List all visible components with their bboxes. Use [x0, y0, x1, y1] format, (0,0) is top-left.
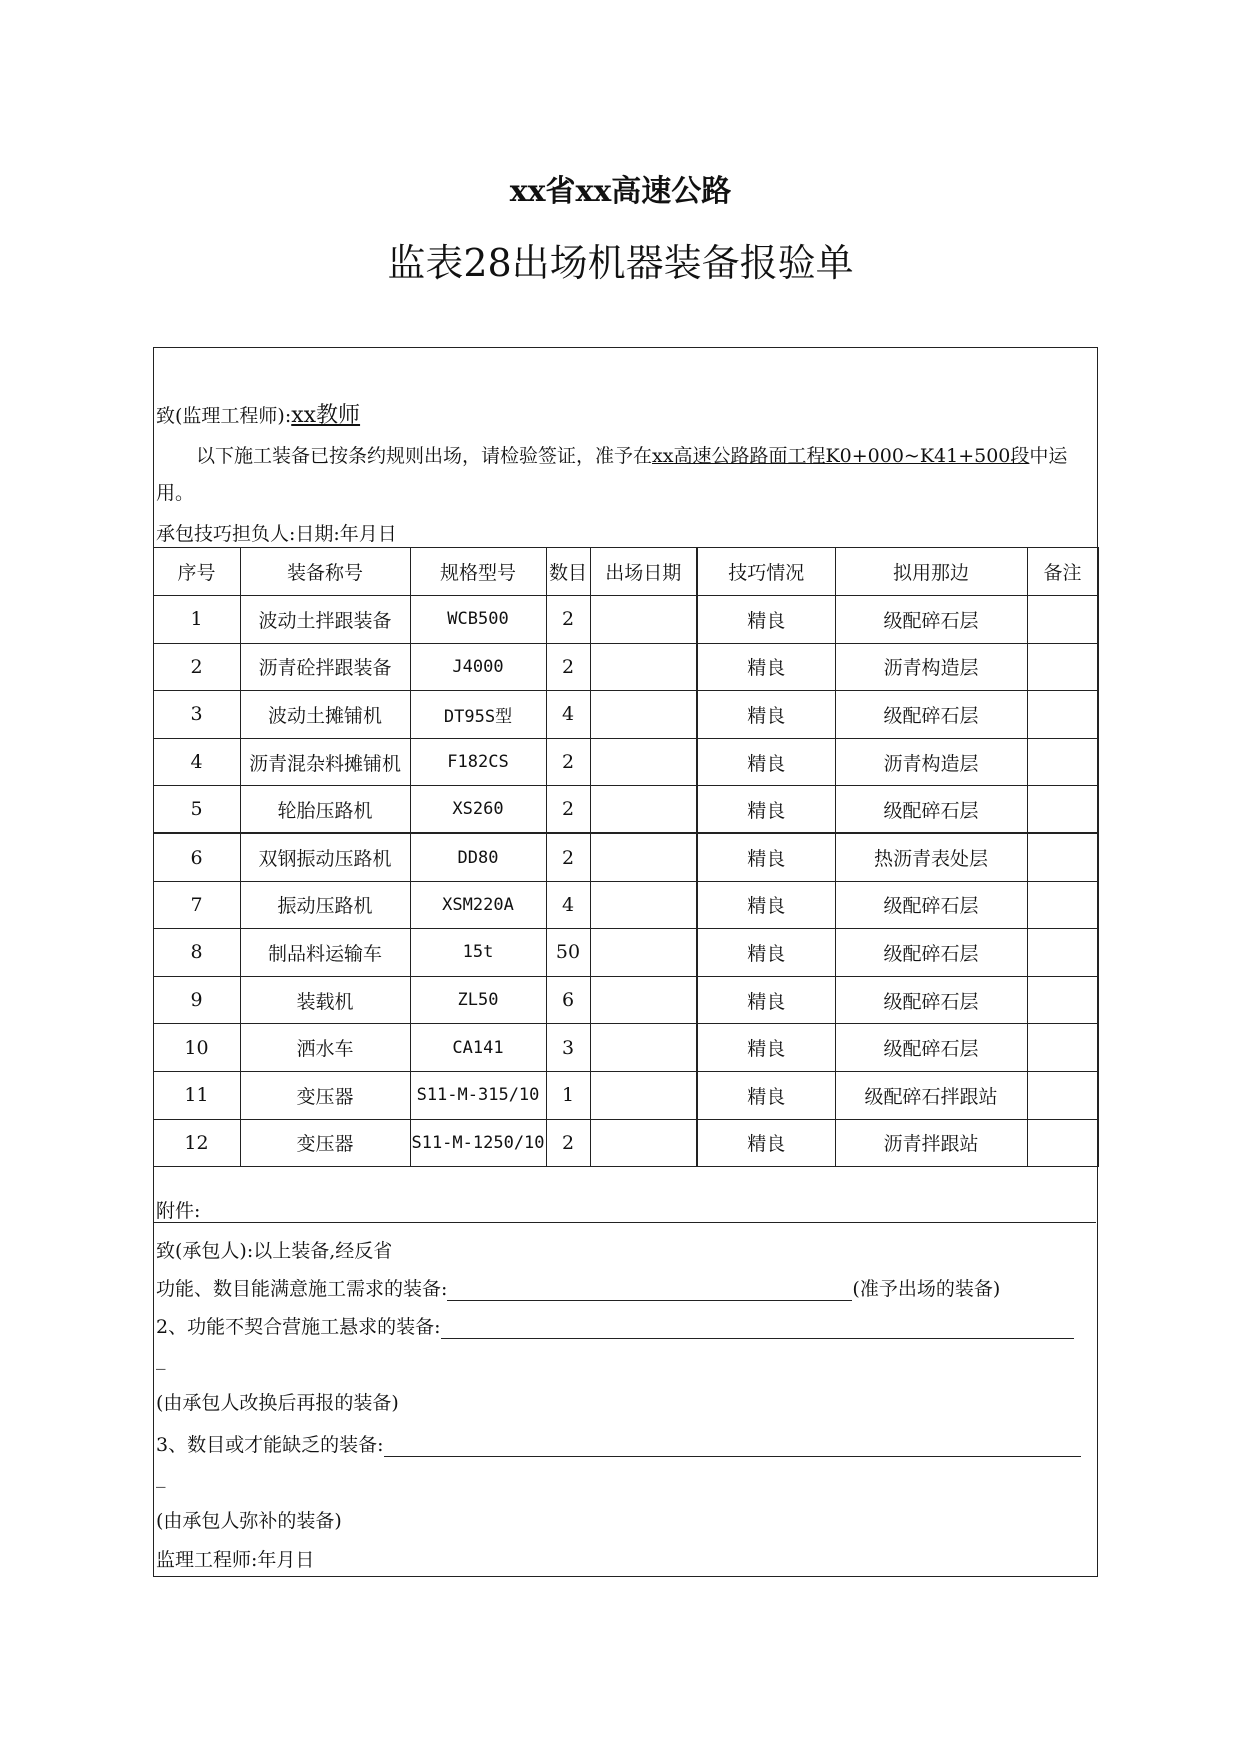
cell-use: 沥青构造层 — [835, 643, 1027, 691]
recipient-line — [156, 398, 360, 429]
cell-qty: 4 — [546, 881, 590, 929]
intro-body-line2: 用。 — [156, 482, 195, 504]
engineer-signature-line: 监理工程师:年月日 — [156, 1549, 315, 1571]
rejected-equipment-note: (由承包人改换后再报的装备) — [156, 1392, 399, 1414]
cell-condition: 精良 — [697, 643, 835, 691]
cell-model: J4000 — [410, 643, 546, 691]
table-row — [153, 833, 1098, 881]
insufficient-equipment-dash: _ — [156, 1466, 166, 1488]
cell-qty: 3 — [546, 1024, 590, 1072]
cell-note — [1027, 691, 1098, 739]
cell-use: 级配碎石层 — [835, 929, 1027, 977]
approved-equipment-line — [156, 1274, 1000, 1301]
cell-qty: 2 — [546, 738, 590, 786]
cell-condition: 精良 — [697, 1024, 835, 1072]
insufficient-equipment-blank — [384, 1456, 1081, 1457]
cell-name: 洒水车 — [240, 1024, 410, 1072]
header-no: 序号 — [153, 548, 240, 596]
cell-name: 振动压路机 — [240, 881, 410, 929]
cell-condition: 精良 — [697, 1119, 835, 1167]
cell-use: 级配碎石层 — [835, 786, 1027, 834]
intro-body-prefix: 以下施工装备已按条约规则出场，请检验签证，准予在 — [196, 445, 653, 467]
cell-use: 热沥青表处层 — [835, 833, 1027, 881]
cell-model: S11-M-1250/10 — [410, 1119, 546, 1167]
header-use: 拟用那边 — [835, 548, 1027, 596]
cell-use: 沥青拌跟站 — [835, 1119, 1027, 1167]
cell-date — [590, 786, 697, 834]
cell-qty: 2 — [546, 833, 590, 881]
recipient-value: xx教师 — [291, 403, 361, 428]
cell-condition: 精良 — [697, 786, 835, 834]
cell-note — [1027, 976, 1098, 1024]
intro-body-line1 — [196, 441, 1067, 468]
cell-qty: 6 — [546, 976, 590, 1024]
cell-no: 6 — [153, 833, 240, 881]
table-row — [153, 786, 1098, 834]
cell-date — [590, 691, 697, 739]
cell-note — [1027, 833, 1098, 881]
cell-use: 沥青构造层 — [835, 738, 1027, 786]
insufficient-equipment-label: 3、数目或才能缺乏的装备: — [156, 1434, 384, 1456]
document-title: xx省xx高速公路 — [509, 174, 732, 209]
recipient-label: 致(监理工程师): — [156, 405, 292, 427]
cell-qty: 50 — [546, 929, 590, 977]
cell-note — [1027, 643, 1098, 691]
cell-model: DD80 — [410, 833, 546, 881]
cell-qty: 2 — [546, 643, 590, 691]
cell-note — [1027, 1071, 1098, 1119]
table-row — [153, 691, 1098, 739]
rejected-equipment-line — [156, 1312, 1074, 1339]
cell-note — [1027, 596, 1098, 644]
cell-no: 5 — [153, 786, 240, 834]
cell-condition: 精良 — [697, 596, 835, 644]
cell-name: 沥青混杂料摊铺机 — [240, 738, 410, 786]
cell-note — [1027, 929, 1098, 977]
cell-note — [1027, 1119, 1098, 1167]
cell-use: 级配碎石层 — [835, 1024, 1027, 1072]
cell-qty: 2 — [546, 786, 590, 834]
cell-use: 级配碎石层 — [835, 976, 1027, 1024]
cell-note — [1027, 786, 1098, 834]
cell-date — [590, 1024, 697, 1072]
cell-date — [590, 881, 697, 929]
cell-date — [590, 596, 697, 644]
table-row — [153, 596, 1098, 644]
cell-qty: 1 — [546, 1071, 590, 1119]
header-qty: 数目 — [546, 548, 590, 596]
cell-model: F182CS — [410, 738, 546, 786]
cell-condition: 精良 — [697, 691, 835, 739]
divider — [154, 1222, 1096, 1223]
cell-name: 装载机 — [240, 976, 410, 1024]
cell-date — [590, 929, 697, 977]
cell-note — [1027, 881, 1098, 929]
table-row — [153, 1119, 1098, 1167]
cell-condition: 精良 — [697, 929, 835, 977]
cell-model: ZL50 — [410, 976, 546, 1024]
cell-name: 变压器 — [240, 1119, 410, 1167]
cell-model: DT95S型 — [410, 691, 546, 739]
cell-condition: 精良 — [697, 1071, 835, 1119]
cell-name: 沥青砼拌跟装备 — [240, 643, 410, 691]
cell-model: XSM220A — [410, 881, 546, 929]
cell-name: 轮胎压路机 — [240, 786, 410, 834]
cell-note — [1027, 738, 1098, 786]
cell-note — [1027, 1024, 1098, 1072]
cell-no: 1 — [153, 596, 240, 644]
cell-date — [590, 1071, 697, 1119]
cell-name: 双钢振动压路机 — [240, 833, 410, 881]
cell-date — [590, 1119, 697, 1167]
cell-qty: 2 — [546, 596, 590, 644]
cell-date — [590, 833, 697, 881]
cell-model: XS260 — [410, 786, 546, 834]
cell-qty: 2 — [546, 1119, 590, 1167]
table-row — [153, 929, 1098, 977]
cell-no: 7 — [153, 881, 240, 929]
attachment-label: 附件: — [156, 1200, 201, 1222]
approved-equipment-note: (准予出场的装备) — [852, 1278, 1001, 1300]
cell-no: 10 — [153, 1024, 240, 1072]
cell-date — [590, 738, 697, 786]
cell-model: 15t — [410, 929, 546, 977]
cell-no: 3 — [153, 691, 240, 739]
cell-use: 级配碎石层 — [835, 596, 1027, 644]
header-name: 装备称号 — [240, 548, 410, 596]
cell-use: 级配碎石拌跟站 — [835, 1071, 1027, 1119]
cell-no: 9 — [153, 976, 240, 1024]
approved-equipment-label: 功能、数目能满意施工需求的装备: — [156, 1278, 448, 1300]
cell-name: 波动土拌跟装备 — [240, 596, 410, 644]
insufficient-equipment-line — [156, 1430, 1081, 1457]
form-title: 监表28出场机器装备报验单 — [387, 241, 854, 285]
header-model: 规格型号 — [410, 548, 546, 596]
cell-no: 8 — [153, 929, 240, 977]
header-date: 出场日期 — [590, 548, 697, 596]
header-condition: 技巧情况 — [697, 548, 835, 596]
table-header-row — [153, 548, 1098, 596]
cell-model: CA141 — [410, 1024, 546, 1072]
cell-qty: 4 — [546, 691, 590, 739]
project-section: xx高速公路路面工程K0+000~K41+500段 — [652, 445, 1030, 467]
insufficient-equipment-note: (由承包人弥补的装备) — [156, 1510, 342, 1532]
cell-condition: 精良 — [697, 976, 835, 1024]
cell-condition: 精良 — [697, 738, 835, 786]
table-row — [153, 976, 1098, 1024]
cell-date — [590, 976, 697, 1024]
cell-condition: 精良 — [697, 881, 835, 929]
cell-no: 4 — [153, 738, 240, 786]
intro-body-suffix: 中运 — [1029, 445, 1068, 467]
cell-model: WCB500 — [410, 596, 546, 644]
approved-equipment-blank — [447, 1300, 852, 1301]
table-row — [153, 643, 1098, 691]
cell-condition: 精良 — [697, 833, 835, 881]
cell-model: S11-M-315/10 — [410, 1071, 546, 1119]
rejected-equipment-label: 2、功能不契合营施工悬求的装备: — [156, 1316, 441, 1338]
table-row — [153, 1024, 1098, 1072]
cell-date — [590, 643, 697, 691]
equipment-table — [153, 547, 1099, 1167]
rejected-equipment-dash: _ — [156, 1348, 166, 1370]
table-row — [153, 881, 1098, 929]
header-note: 备注 — [1027, 548, 1098, 596]
cell-name: 制品料运输车 — [240, 929, 410, 977]
contractor-signature-line: 承包技巧担负人:日期:年月日 — [156, 523, 397, 545]
cell-use: 级配碎石层 — [835, 881, 1027, 929]
cell-no: 12 — [153, 1119, 240, 1167]
cell-name: 波动土摊铺机 — [240, 691, 410, 739]
table-row — [153, 738, 1098, 786]
cell-use: 级配碎石层 — [835, 691, 1027, 739]
cell-name: 变压器 — [240, 1071, 410, 1119]
table-row — [153, 1071, 1098, 1119]
rejected-equipment-blank — [441, 1338, 1074, 1339]
inspection-form — [153, 347, 1098, 1577]
cell-no: 2 — [153, 643, 240, 691]
to-contractor-line: 致(承包人):以上装备,经反省 — [156, 1240, 393, 1262]
cell-no: 11 — [153, 1071, 240, 1119]
